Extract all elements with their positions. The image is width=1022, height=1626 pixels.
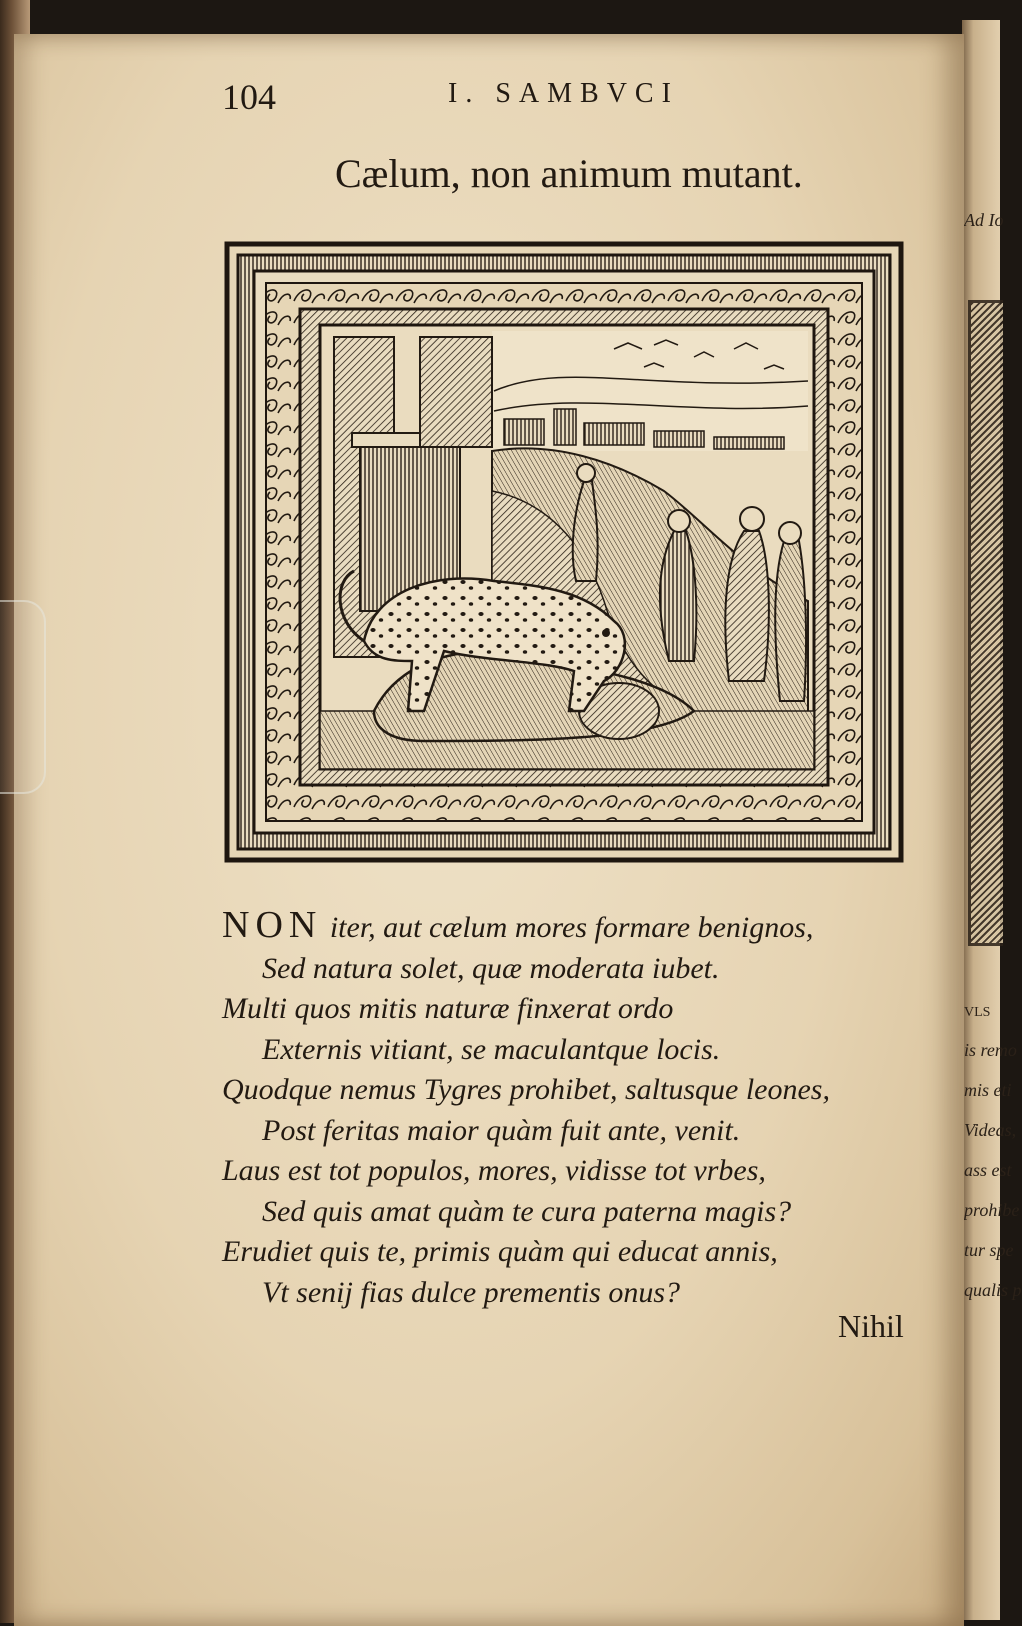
facing-fragment: Videas, — [964, 1120, 1017, 1140]
facing-fragment: ass est — [964, 1160, 1012, 1180]
woodcut-illustration — [224, 241, 904, 863]
emblem-motto: Cælum, non animum mutant. — [335, 151, 803, 196]
poem — [222, 905, 882, 1313]
page-clip — [0, 600, 46, 794]
facing-fragment: prohibe — [964, 1200, 1020, 1220]
poem-line: Sed quis amat quàm te cura paterna magis? — [262, 1194, 792, 1228]
poem-initial: NON — [222, 904, 323, 946]
catchword: Nihil — [838, 1308, 904, 1344]
facing-fragment: is remo — [964, 1040, 1017, 1060]
poem-line: Multi quos mitis naturæ finxerat ordo — [222, 992, 674, 1025]
facing-fragment: Ad Io — [964, 210, 1004, 230]
facing-fragment: mis eti — [964, 1080, 1012, 1100]
facing-fragment: VLS — [964, 1005, 991, 1020]
facing-woodcut — [968, 300, 1003, 946]
poem-line: Quodque nemus Tygres prohibet, saltusque leones, — [222, 1073, 830, 1106]
facing-fragment: tur spe — [964, 1240, 1014, 1260]
running-head: I. SAMBVCI — [448, 78, 679, 109]
poem-line: Post feritas maior quàm fuit ante, venit. — [262, 1113, 741, 1147]
page-number: 104 — [222, 77, 276, 117]
poem-line: Vt senij fias dulce prementis onus? — [262, 1275, 681, 1309]
poem-line-text: iter, aut cælum mores formare benignos, — [322, 911, 814, 944]
poem-line: Sed natura solet, quæ moderata iubet. — [262, 951, 720, 985]
facing-fragment: qualis p — [964, 1280, 1022, 1300]
poem-line — [222, 905, 882, 949]
poem-line: Laus est tot populos, mores, vidisse tot vrbes, — [222, 1154, 766, 1187]
poem-line: Externis vitiant, se maculantque locis. — [262, 1032, 721, 1066]
poem-line: Erudiet quis te, primis quàm qui educat annis, — [222, 1235, 778, 1268]
